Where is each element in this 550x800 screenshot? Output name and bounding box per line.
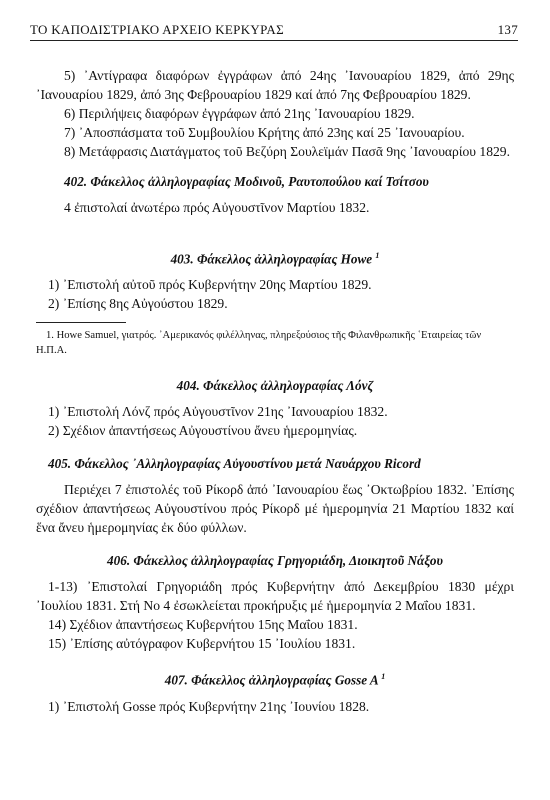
section-body-402: 4 ἐπιστολαί ἀνωτέρω πρός Αὐγουστῖνον Μαρτίου 1832. [64,200,370,215]
list-item: 5) ᾿Αντίγραφα διαφόρων ἐγγράφων ἀπό 24ης ᾿Ιανουαρίου 1829, ἀπό 29ης ᾿Ιανουαρίου 1829, ἀπό 3ης Φεβρουαρίου 1829 καί ἀπό 7ης Φεβρουαρίου 1829. [36,68,514,102]
page-content [36,66,514,716]
section-heading-403 [36,246,514,268]
list-item: 1) ᾿Επιστολή Λόνζ πρός Αὐγουστῖνον 21ης ᾿Ιανουαρίου 1832. [48,404,388,420]
list-item: 2) ᾿Επίσης 8ης Αὐγούστου 1829. [48,296,228,312]
list-item: 1-13) ᾿Επιστολαί Γρηγοριάδη πρός Κυβερνήτην ἀπό Δεκεμβρίου 1830 μέχρι ᾿Ιουλίου 1831. Στή Νο 4 ἐσωκλείεται προκήρυξις μέ ἡμερομηνία 2 Μαΐου 1831. [36,579,514,614]
heading-text: 407. Φάκελλος ἀλληλογραφίας Gosse A [164,672,378,688]
list-item: 2) Σχέδιον ἀπαντήσεως Αὐγουστίνου ἄνευ ἡμερομηνίας. [48,423,358,439]
running-title: ΤΟ ΚΑΠΟΔΙΣΤΡΙΑΚΟ ΑΡΧΕΙΟ ΚΕΡΚΥΡΑΣ [30,22,284,37]
list-item: 6) Περιλήψεις διαφόρων ἐγγράφων ἀπό 21ης ᾿Ιανουαρίου 1829. [64,106,415,121]
list-item: 1) ᾿Επιστολή αὐτοῦ πρός Κυβερνήτην 20ης Μαρτίου 1829. [48,277,372,293]
list-item: 7) ᾿Αποσπάσματα τοῦ Συμβουλίου Κρήτης ἀπό 23ης καί 25 ᾿Ιανουαρίου. [64,125,465,140]
section-heading-406: 406. Φάκελλος ἀλληλογραφίας Γρηγοριάδη, Διοικητοῦ Νάξου [107,553,443,569]
section-body-405: Περιέχει 7 ἐπιστολές τοῦ Ρίκορδ ἀπό ᾿Ιανουαρίου ἕως ᾿Οκτωβρίου 1832. ᾿Επίσης σχέδιον ἀπαντήσεως Αὐγουστίνου πρός Ρίκορδ μέ ἡμερομηνία 21 Μαρτίου 1832 καί ἕνα ἄνευ ἡμερομηνίας ἐκ δύο φύλλων. [36,482,514,536]
footnote-divider [36,322,126,323]
list-item: 1) ᾿Επιστολή Gosse πρός Κυβερνήτην 21ης ᾿Ιουνίου 1828. [48,698,370,714]
section-heading-407 [36,667,514,689]
footnote: 1. Howe Samuel, γιατρός. ᾿Αμερικανός φιλέλληνας, πληρεξούσιος τῆς Φιλανθρωπικῆς ῾Εταιρείας τῶν Η.Π.Α. [36,330,482,357]
list-item: 8) Μετάφρασις Διατάγματος τοῦ Βεζύρη Σουλεϊμάν Πασᾶ 9ης ᾿Ιανουαρίου 1829. [64,144,510,159]
section-heading-404: 404. Φάκελλος ἀλληλογραφίας Λόνζ [176,378,374,394]
footnote-marker: 1 [375,251,380,260]
running-header [30,22,518,41]
section-heading-402: 402. Φάκελλος ἀλληλογραφίας Μοδινοῦ, Ραυτοπούλου καί Τσίτσου [64,174,429,189]
list-item: 14) Σχέδιον ἀπαντήσεως Κυβερνήτου 15ης Μαΐου 1831. [48,617,358,633]
page-number: 137 [497,22,518,37]
footnote-marker: 1 [381,672,386,682]
list-item: 15) ᾿Επίσης αὐτόγραφον Κυβερνήτου 15 ᾿Ιουλίου 1831. [48,636,356,652]
section-heading-405: 405. Φάκελλος ᾿Αλληλογραφίας Αὐγουστίνου μετά Ναυάρχου Ricord [48,456,421,472]
heading-text: 403. Φάκελλος ἀλληλογραφίας Howe [170,251,373,267]
